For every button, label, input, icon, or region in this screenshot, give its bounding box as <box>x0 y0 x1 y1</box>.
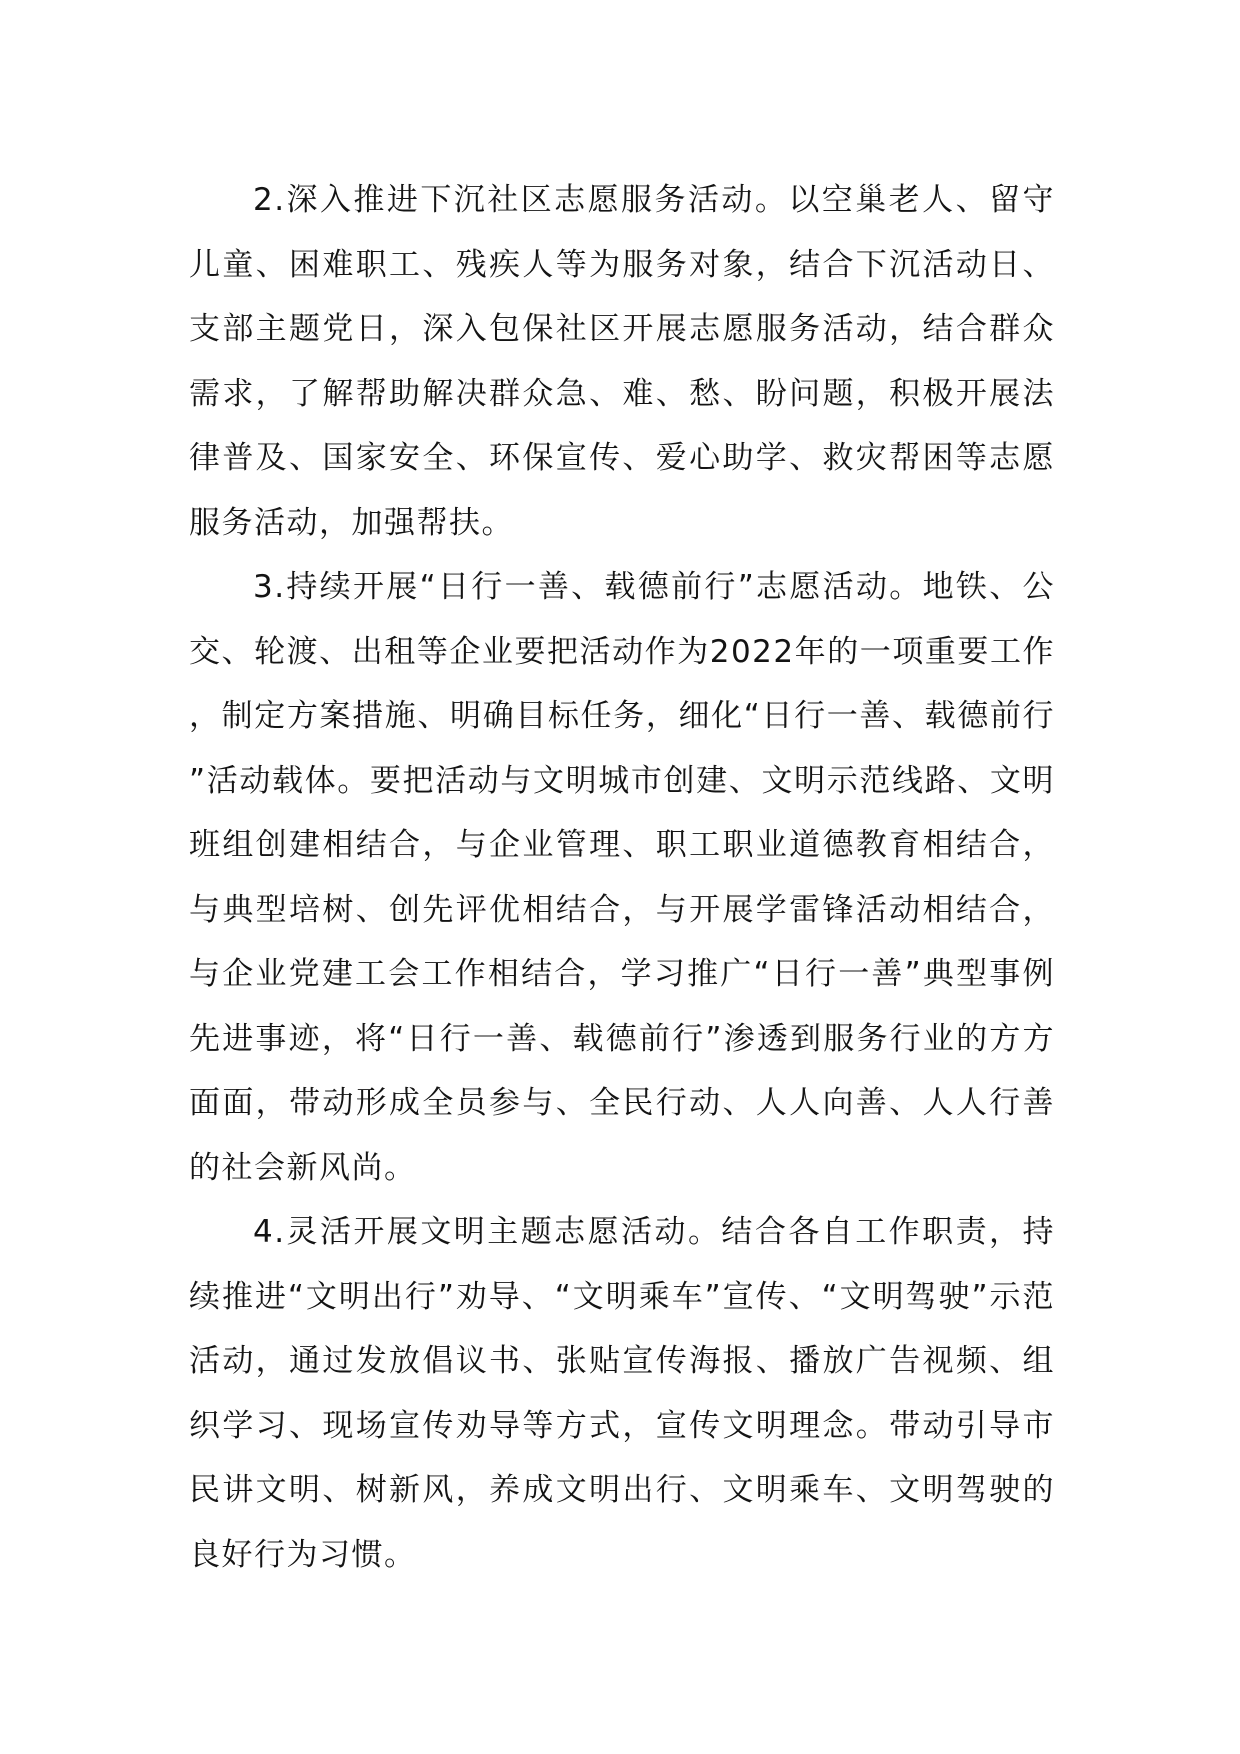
paragraph-daily-good-deed-activity: 3.持续开展“日行一善、载德前行”志愿活动。地铁、公交、轮渡、出租等企业要把活动作为2022年的一项重要工作，制定方案措施、明确目标任务，细化“日行一善、载德前行”活动载体。要把活动与文明城市创建、文明示范线路、文明班组创建相结合，与企业管理、职工职业道德教育相结合，与典型培树、创先评优相结合，与开展学雷锋活动相结合，与企业党建工会工作相结合，学习推广“日行一善”典型事例先进事迹，将“日行一善、载德前行”渗透到服务行业的方方面面，带动形成全员参与、全民行动、人人向善、人人行善的社会新风尚。 <box>189 569 1055 1186</box>
paragraph-community-volunteer-service: 2.深入推进下沉社区志愿服务活动。以空巢老人、留守儿童、困难职工、残疾人等为服务对象，结合下沉活动日、支部主题党日，深入包保社区开展志愿服务活动，结合群众需求，了解帮助解决群众急、难、愁、盼问题，积极开展法律普及、国家安全、环保宣传、爱心助学、救灾帮困等志愿服务活动，加强帮扶。 <box>189 182 1055 541</box>
document-body <box>189 168 1055 1587</box>
paragraph-civilization-theme-activity: 4.灵活开展文明主题志愿活动。结合各自工作职责，持续推进“文明出行”劝导、“文明乘车”宣传、“文明驾驶”示范活动，通过发放倡议书、张贴宣传海报、播放广告视频、组织学习、现场宣传劝导等方式，宣传文明理念。带动引导市民讲文明、树新风，养成文明出行、文明乘车、文明驾驶的良好行为习惯。 <box>189 1214 1055 1573</box>
